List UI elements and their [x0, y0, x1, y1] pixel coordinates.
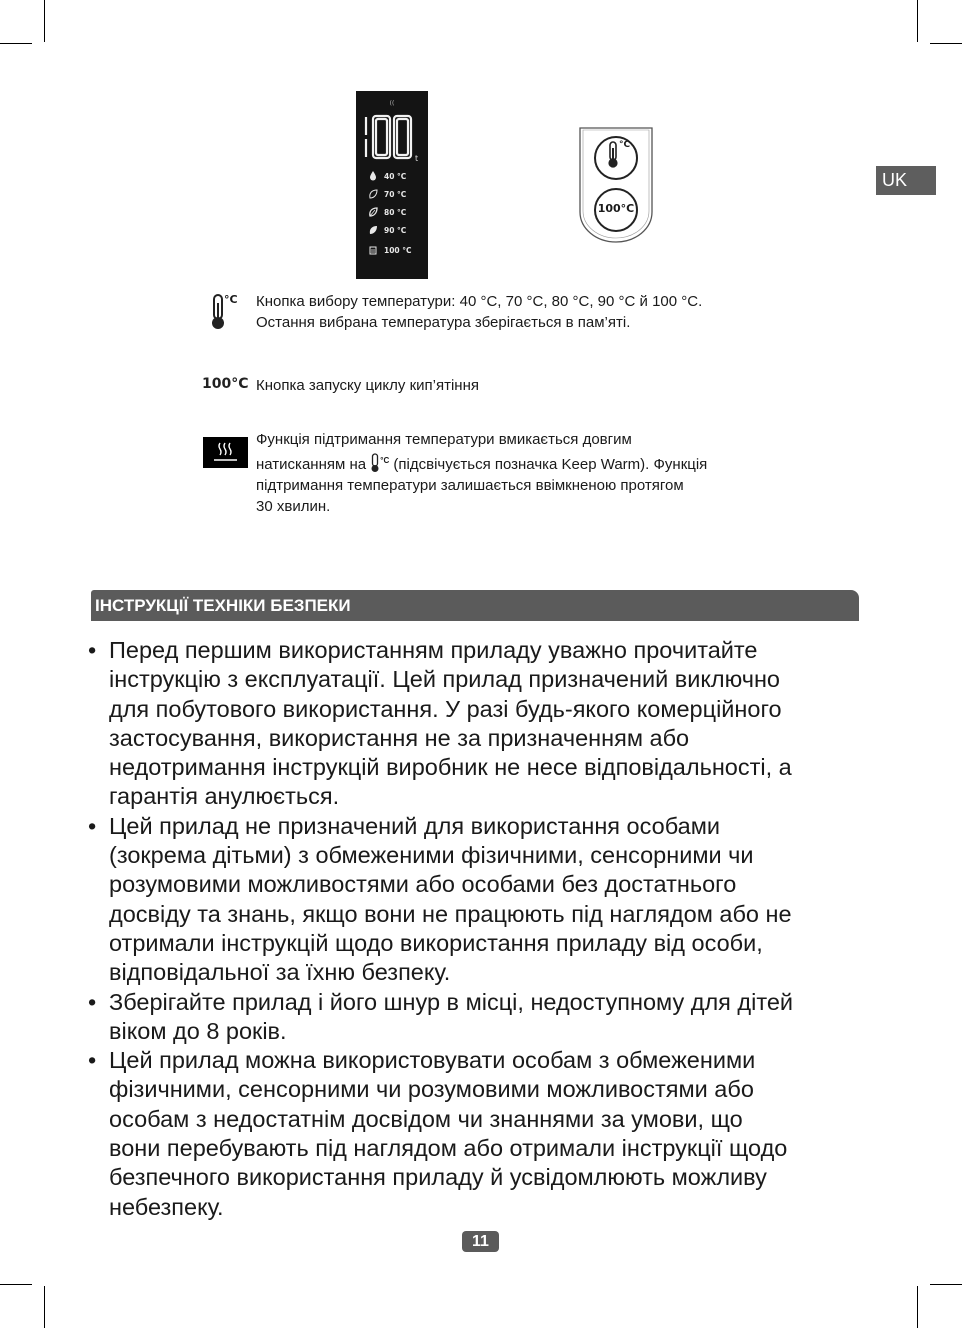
crop-mark	[917, 0, 918, 42]
drop-icon	[368, 171, 378, 181]
crop-mark	[930, 43, 962, 44]
bullet-line: особам з недостатнім досвідом чи знаннями за умови, що	[109, 1105, 743, 1132]
legend-temp-line1: Кнопка вибору температури: 40 °C, 70 °C, 80 °C, 90 °C й 100 °C.	[256, 293, 703, 310]
legend-keepwarm-line2	[256, 450, 707, 475]
bullet-line: фізичними, сенсорними чи розумовими можливостями або	[109, 1076, 754, 1103]
bullet-line: недотримання інструкцій виробник не несе відповідальності, а	[109, 754, 792, 781]
crop-mark	[44, 1286, 45, 1328]
list-item	[88, 812, 868, 988]
legend-keepwarm-line1: Функція підтримання температури вмикається довгим	[256, 431, 632, 448]
bullet-line: (зокрема дітьми) з обмеженими фізичними, сенсорними чи	[109, 842, 754, 869]
page-number: 11	[462, 1231, 499, 1252]
bullet-line: безпечного використання приладу й усвідомлюють можливу	[109, 1164, 767, 1191]
list-item	[88, 636, 868, 812]
legend-boil-text: Кнопка запуску циклу кип’ятіння	[256, 377, 479, 394]
lcd-option-90	[368, 224, 406, 236]
bullet-line: для побутового використання. У разі будь-якого комерційного	[109, 695, 782, 722]
lcd-option-label: 100 °C	[384, 245, 412, 255]
crop-mark	[44, 0, 45, 42]
legend-keepwarm-text	[256, 429, 707, 517]
leaf-icon	[368, 207, 378, 217]
list-item	[88, 988, 868, 1047]
keepwarm-line2-after: (підсвічується позначка Keep Warm). Функція	[393, 456, 708, 473]
bullet-line: відповідальної за їхню безпеку.	[109, 959, 451, 986]
bullet-line: застосування, використання не за призначенням або	[109, 724, 690, 751]
crop-mark	[917, 1286, 918, 1328]
legend-keepwarm-line4: 30 хвилин.	[256, 498, 331, 515]
lcd-option-80	[368, 206, 406, 218]
lcd-option-label: 70 °C	[384, 189, 407, 199]
bullet-line: отримали інструкцій щодо використання приладу від особи,	[109, 929, 763, 956]
list-item	[88, 1046, 868, 1222]
safety-instructions-list	[88, 636, 868, 1222]
bullet-line: досвіду та знань, якщо вони не працюють під наглядом або не	[109, 900, 792, 927]
legend-temp-unit: °C	[224, 293, 238, 306]
lcd-option-label: 40 °C	[384, 171, 407, 181]
lcd-option-label: 80 °C	[384, 207, 407, 217]
bullet-line: • Перед першим використанням приладу уважно прочитайте	[109, 637, 758, 663]
bullet-line: • Цей прилад не призначений для використання особами	[109, 812, 720, 839]
leaf-solid-icon	[368, 225, 378, 235]
bullet-line: • Зберігайте прилад і його шнур в місці, недоступному для дітей	[109, 988, 794, 1015]
leaf-outline-icon	[368, 189, 378, 199]
language-tab: UK	[876, 166, 936, 195]
legend-boil-label: 100°C	[202, 376, 249, 392]
bullet-line: інструкцію з експлуатації. Цей прилад призначений виключно	[109, 666, 780, 693]
lcd-display	[356, 91, 428, 279]
keepwarm-line2-before: натисканням на	[256, 456, 367, 473]
keep-warm-icon	[203, 437, 248, 468]
thermometer-icon[interactable]	[606, 141, 620, 169]
bullet-line: небезпеку.	[109, 1193, 224, 1220]
crop-mark	[0, 43, 32, 44]
boil-button-label[interactable]: 100°C	[597, 202, 635, 215]
thermometer-icon	[370, 453, 380, 473]
section-title: ІНСТРУКЦІЇ ТЕХНІКИ БЕЗПЕКИ	[91, 590, 859, 621]
bullet-line: віком до 8 років.	[109, 1017, 287, 1044]
bullet-line: • Цей прилад можна використовувати особам з обмеженими	[109, 1047, 756, 1074]
keepwarm-inline-unit: °C	[380, 456, 390, 465]
lcd-option-70	[368, 188, 406, 200]
control-panel	[576, 126, 656, 244]
temp-button-unit: °C	[619, 140, 631, 150]
bullet-line: вони перебувають під наглядом або отримали інструкції щодо	[109, 1135, 788, 1162]
lcd-option-label: 90 °C	[384, 225, 407, 235]
crop-mark	[930, 1284, 962, 1285]
lcd-option-100	[368, 244, 412, 256]
legend-temp-line2: Остання вибрана температура зберігається в пам’яті.	[256, 314, 631, 331]
lcd-unit-symbol: t	[415, 154, 419, 163]
lcd-top-label: ((	[389, 100, 395, 107]
lcd-option-40	[368, 170, 406, 182]
bullet-line: розумовими можливостями або особами без достатнього	[109, 871, 737, 898]
legend-temp-text	[256, 291, 702, 333]
legend-keepwarm-line3: підтримання температури залишається ввімкненою протягом	[256, 477, 684, 494]
bullet-line: гарантія анулюється.	[109, 783, 340, 810]
kettle-icon	[368, 245, 378, 255]
crop-mark	[0, 1284, 32, 1285]
